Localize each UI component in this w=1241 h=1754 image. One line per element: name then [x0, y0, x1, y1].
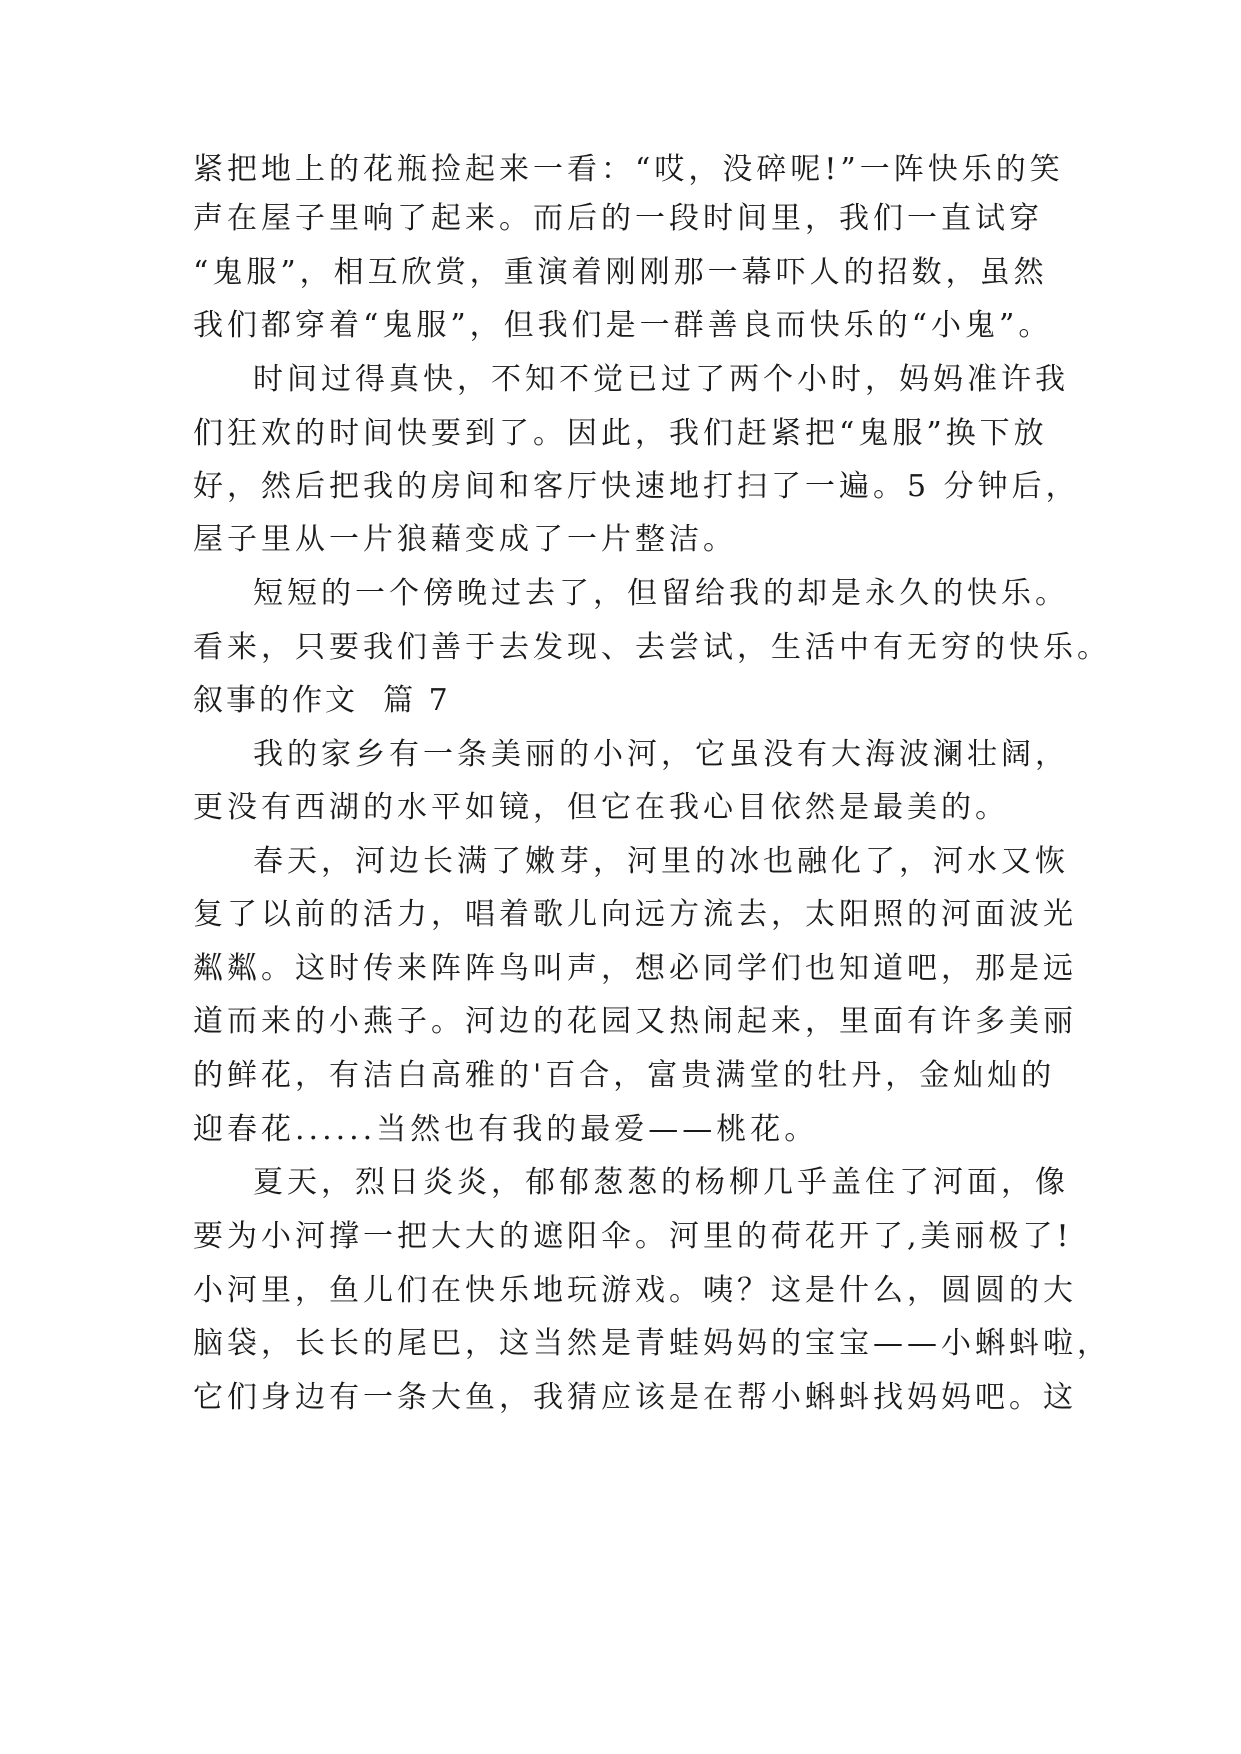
paragraph-start: 夏天，烈日炎炎，郁郁葱葱的杨柳几乎盖住了河面，像 [253, 1165, 1069, 1200]
text-line: 它们身边有一条大鱼，我猜应该是在帮小蝌蚪找妈妈吧。这 [193, 1380, 1077, 1415]
text-line: 们狂欢的时间快要到了。因此，我们赶紧把“鬼服”换下放 [193, 416, 1048, 451]
paragraph-start: 春天，河边长满了嫩芽，河里的冰也融化了，河水又恢 [253, 844, 1069, 879]
text-line: 道而来的小燕子。河边的花园又热闹起来，里面有许多美丽 [193, 1004, 1077, 1039]
text-line: “鬼服”，相互欣赏，重演着刚刚那一幕吓人的招数，虽然 [193, 255, 1048, 290]
text-line: 更没有西湖的水平如镜，但它在我心目依然是最美的。 [193, 790, 1009, 825]
text-line: 脑袋，长长的尾巴，这当然是青蛙妈妈的宝宝——小蝌蚪啦， [193, 1326, 1111, 1361]
text-line: 小河里，鱼儿们在快乐地玩游戏。咦？这是什么，圆圆的大 [193, 1273, 1077, 1308]
text-line: 看来，只要我们善于去发现、去尝试，生活中有无穷的快乐。 [193, 630, 1111, 665]
text-line: 粼粼。这时传来阵阵鸟叫声，想必同学们也知道吧，那是远 [193, 951, 1077, 986]
text-line: 要为小河撑一把大大的遮阳伞。河里的荷花开了,美丽极了! [193, 1219, 1073, 1254]
text-line: 的鲜花，有洁白高雅的'百合，富贵满堂的牡丹，金灿灿的 [193, 1058, 1056, 1093]
text-line: 好，然后把我的房间和客厅快速地打扫了一遍。5 分钟后， [193, 469, 1080, 504]
section-heading: 叙事的作文 篇 7 [193, 683, 451, 718]
paragraph-start: 短短的一个傍晚过去了，但留给我的却是永久的快乐。 [253, 576, 1069, 611]
text-line: 我们都穿着“鬼服”，但我们是一群善良而快乐的“小鬼”。 [193, 308, 1053, 343]
text-line: 迎春花......当然也有我的最爱——桃花。 [193, 1112, 819, 1147]
paragraph-start: 时间过得真快，不知不觉已过了两个小时，妈妈准许我 [253, 362, 1069, 397]
text-line: 声在屋子里响了起来。而后的一段时间里，我们一直试穿 [193, 201, 1043, 236]
text-line: 紧把地上的花瓶捡起来一看：“哎，没碎呢!”一阵快乐的笑 [193, 152, 1064, 187]
paragraph-start: 我的家乡有一条美丽的小河，它虽没有大海波澜壮阔， [253, 737, 1069, 772]
text-line: 屋子里从一片狼藉变成了一片整洁。 [193, 522, 737, 557]
text-line: 复了以前的活力，唱着歌儿向远方流去，太阳照的河面波光 [193, 897, 1077, 932]
